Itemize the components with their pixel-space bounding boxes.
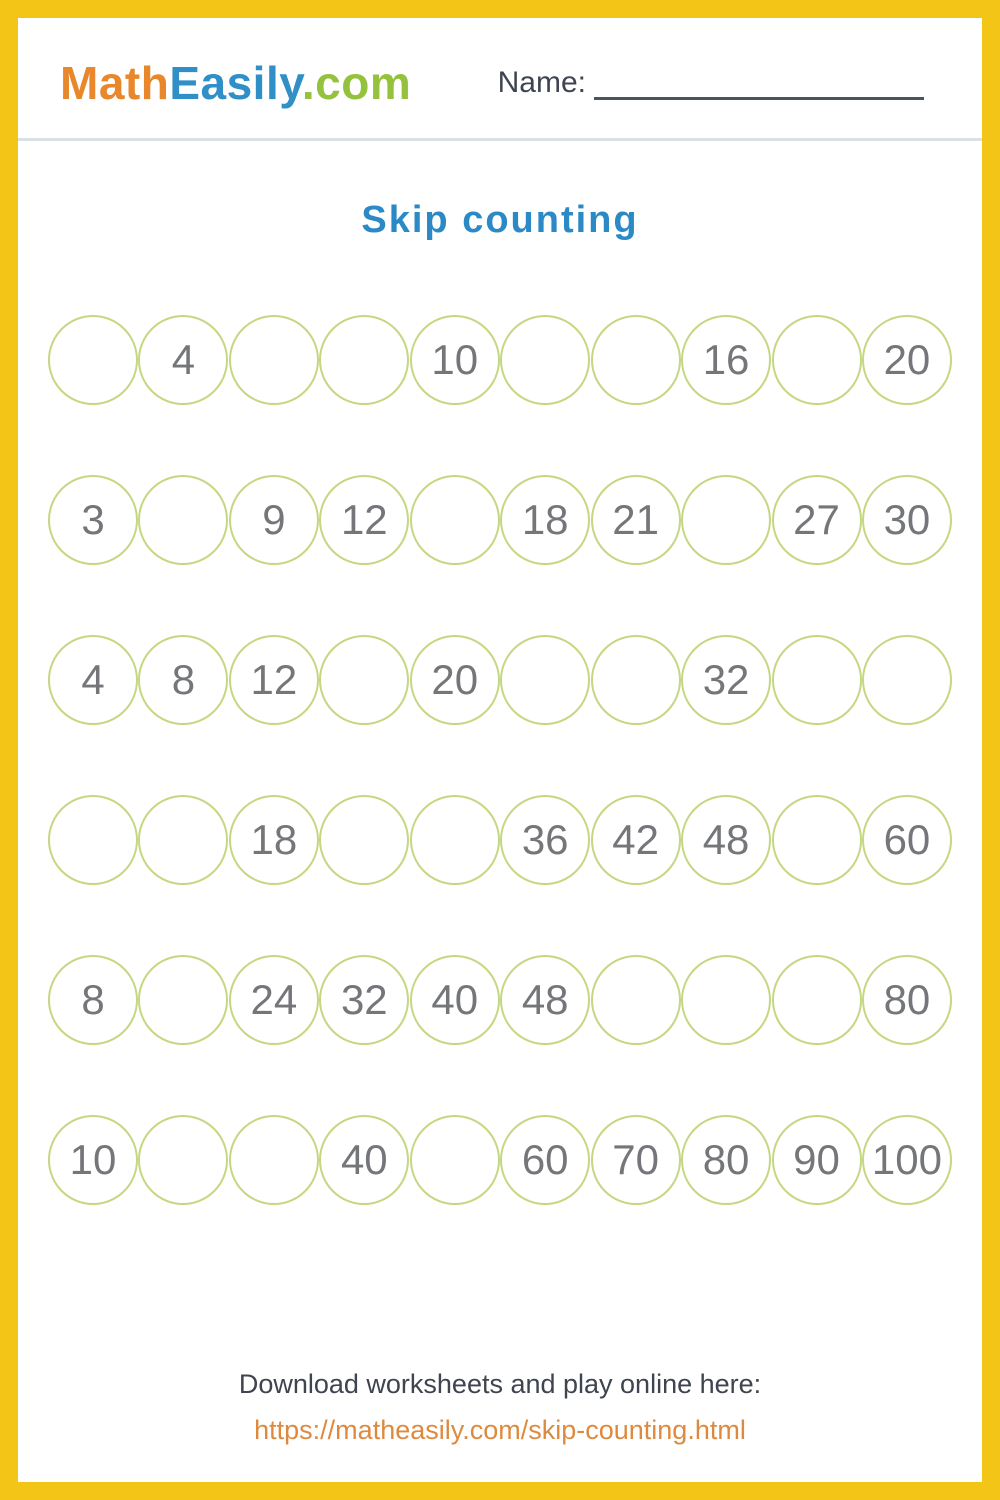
skip-count-number: 3 xyxy=(48,475,138,565)
skip-count-blank[interactable] xyxy=(138,1115,228,1205)
skip-count-number: 8 xyxy=(138,635,228,725)
skip-row-4 xyxy=(18,795,982,885)
skip-count-number: 80 xyxy=(681,1115,771,1205)
skip-counting-rows xyxy=(18,315,982,1205)
skip-count-number: 21 xyxy=(591,475,681,565)
skip-count-number: 40 xyxy=(319,1115,409,1205)
logo-part-math: Math xyxy=(60,57,170,109)
skip-count-blank[interactable] xyxy=(410,795,500,885)
header xyxy=(18,18,982,122)
skip-count-number: 4 xyxy=(48,635,138,725)
name-input-line[interactable] xyxy=(594,66,924,100)
logo-part-easily: Easily xyxy=(169,57,302,109)
skip-count-blank[interactable] xyxy=(410,1115,500,1205)
skip-count-number: 16 xyxy=(681,315,771,405)
name-label: Name: xyxy=(497,66,586,99)
logo-part-com: .com xyxy=(301,57,412,109)
skip-count-number: 60 xyxy=(500,1115,590,1205)
skip-count-blank[interactable] xyxy=(862,635,952,725)
footer-link[interactable]: https://matheasily.com/skip-counting.html xyxy=(254,1415,746,1445)
skip-count-number: 8 xyxy=(48,955,138,1045)
skip-count-blank[interactable] xyxy=(772,315,862,405)
skip-row-5 xyxy=(18,955,982,1045)
header-divider xyxy=(18,138,982,141)
skip-count-number: 9 xyxy=(229,475,319,565)
skip-row-6 xyxy=(18,1115,982,1205)
skip-count-number: 4 xyxy=(138,315,228,405)
skip-count-blank[interactable] xyxy=(591,955,681,1045)
skip-count-blank[interactable] xyxy=(229,315,319,405)
skip-count-blank[interactable] xyxy=(772,955,862,1045)
page-title: Skip counting xyxy=(361,199,639,241)
skip-count-blank[interactable] xyxy=(500,315,590,405)
skip-count-number: 10 xyxy=(410,315,500,405)
skip-count-blank[interactable] xyxy=(48,315,138,405)
skip-count-number: 20 xyxy=(410,635,500,725)
skip-count-blank[interactable] xyxy=(772,635,862,725)
skip-count-number: 20 xyxy=(862,315,952,405)
skip-count-blank[interactable] xyxy=(229,1115,319,1205)
skip-count-number: 27 xyxy=(772,475,862,565)
skip-count-number: 12 xyxy=(229,635,319,725)
skip-count-number: 42 xyxy=(591,795,681,885)
skip-count-number: 12 xyxy=(319,475,409,565)
skip-count-blank[interactable] xyxy=(138,475,228,565)
skip-count-blank[interactable] xyxy=(681,955,771,1045)
skip-count-number: 24 xyxy=(229,955,319,1045)
skip-count-number: 32 xyxy=(681,635,771,725)
skip-row-2 xyxy=(18,475,982,565)
skip-count-number: 48 xyxy=(500,955,590,1045)
skip-count-number: 60 xyxy=(862,795,952,885)
skip-count-number: 10 xyxy=(48,1115,138,1205)
skip-count-number: 100 xyxy=(862,1115,952,1205)
skip-row-3 xyxy=(18,635,982,725)
name-field xyxy=(498,66,924,100)
skip-count-number: 40 xyxy=(410,955,500,1045)
skip-count-number: 32 xyxy=(319,955,409,1045)
skip-count-blank[interactable] xyxy=(591,315,681,405)
footer-text: Download worksheets and play online here: xyxy=(238,1369,762,1399)
skip-count-blank[interactable] xyxy=(410,475,500,565)
footer xyxy=(18,1369,982,1446)
skip-count-blank[interactable] xyxy=(138,955,228,1045)
skip-count-number: 90 xyxy=(772,1115,862,1205)
skip-count-blank[interactable] xyxy=(48,795,138,885)
skip-count-blank[interactable] xyxy=(138,795,228,885)
skip-count-blank[interactable] xyxy=(500,635,590,725)
skip-count-number: 30 xyxy=(862,475,952,565)
skip-count-number: 48 xyxy=(681,795,771,885)
skip-count-number: 18 xyxy=(229,795,319,885)
skip-count-number: 70 xyxy=(591,1115,681,1205)
site-logo xyxy=(60,56,411,110)
skip-count-blank[interactable] xyxy=(319,795,409,885)
skip-count-blank[interactable] xyxy=(319,635,409,725)
skip-count-blank[interactable] xyxy=(772,795,862,885)
skip-count-number: 36 xyxy=(500,795,590,885)
skip-count-blank[interactable] xyxy=(681,475,771,565)
skip-count-blank[interactable] xyxy=(319,315,409,405)
skip-count-blank[interactable] xyxy=(591,635,681,725)
skip-count-number: 80 xyxy=(862,955,952,1045)
skip-row-1 xyxy=(18,315,982,405)
skip-count-number: 18 xyxy=(500,475,590,565)
